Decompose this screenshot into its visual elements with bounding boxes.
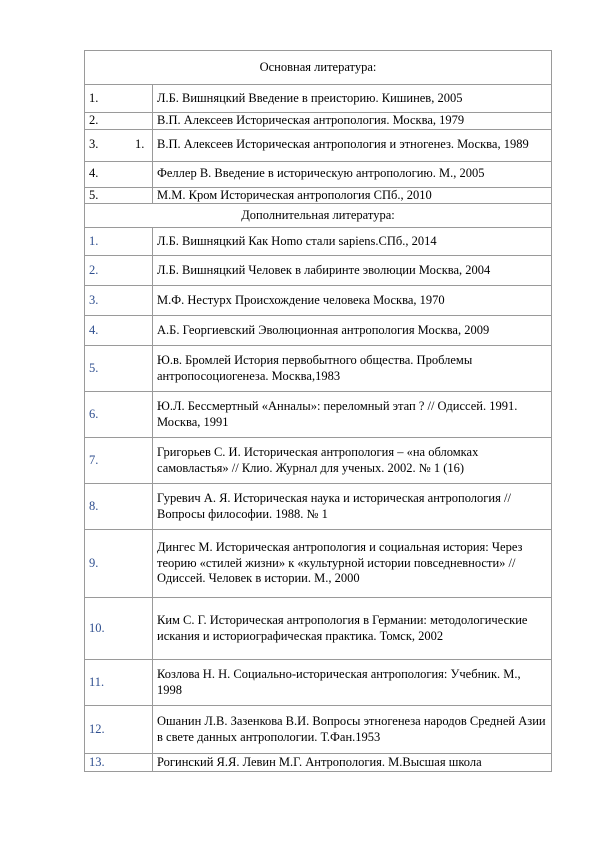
- row-number: 3.: [85, 129, 153, 161]
- table-row: [85, 187, 552, 204]
- row-number: 2.: [85, 113, 153, 130]
- table-row: [85, 660, 552, 706]
- reference-text: Козлова Н. Н. Социально-историческая антропология: Учебник. М., 1998: [153, 660, 552, 706]
- row-number: 13.: [85, 754, 153, 772]
- main-literature-header-row: [85, 51, 552, 85]
- row-number: 3.: [85, 286, 153, 316]
- row-number: 4.: [85, 316, 153, 346]
- row-number: 9.: [85, 530, 153, 598]
- table-row: [85, 228, 552, 256]
- list-marker: 1.: [135, 137, 145, 152]
- table-row: [85, 85, 552, 113]
- reference-text: В.П. Алексеев Историческая антропология. Москва, 1979: [153, 113, 552, 130]
- row-number: 11.: [85, 660, 153, 706]
- extra-literature-header-row: [85, 204, 552, 228]
- reference-text: Гуревич А. Я. Историческая наука и историческая антропология // Вопросы философии. 1988. № 1: [153, 484, 552, 530]
- reference-text: Ю.в. Бромлей История первобытного общества. Проблемы антропосоциогенеза. Москва,1983: [153, 346, 552, 392]
- table-row: [85, 286, 552, 316]
- extra-literature-header: Дополнительная литература:: [85, 204, 552, 228]
- reference-text: Ким С. Г. Историческая антропология в Германии: методологические искания и историографическая практика. Томск, 2002: [153, 598, 552, 660]
- row-number: 10.: [85, 598, 153, 660]
- reference-text: Григорьев С. И. Историческая антропология – «на обломках самовластья» // Клио. Журнал для ученых. 2002. № 1 (16): [153, 438, 552, 484]
- row-number: 12.: [85, 706, 153, 754]
- row-number: 5.: [85, 346, 153, 392]
- reference-text: В.П. Алексеев Историческая антропология и этногенез. Москва, 1989: [157, 137, 529, 152]
- literature-table: [84, 50, 552, 772]
- reference-text: Рогинский Я.Я. Левин М.Г. Антропология. М.Высшая школа: [153, 754, 552, 772]
- row-number: 1.: [85, 228, 153, 256]
- reference-text: Ю.Л. Бессмертный «Анналы»: переломный этап ? // Одиссей. 1991. Москва, 1991: [153, 392, 552, 438]
- main-literature-header: Основная литература:: [85, 51, 552, 85]
- row-number: 1.: [85, 85, 153, 113]
- table-row: [85, 392, 552, 438]
- reference-text: Л.Б. Вишняцкий Введение в преисторию. Кишинев, 2005: [153, 85, 552, 113]
- reference-cell: [135, 129, 552, 161]
- reference-text: А.Б. Георгиевский Эволюционная антропология Москва, 2009: [153, 316, 552, 346]
- table-row: [85, 706, 552, 754]
- table-row: [85, 256, 552, 286]
- reference-text: Ошанин Л.В. Зазенкова В.И. Вопросы этногенеза народов Средней Азии в свете данных антропологии. Т.Фан.1953: [153, 706, 552, 754]
- reference-text: Феллер В. Введение в историческую антропологию. М., 2005: [153, 161, 552, 187]
- row-number: 2.: [85, 256, 153, 286]
- table-row: [85, 754, 552, 772]
- table-row: [85, 598, 552, 660]
- row-number: 4.: [85, 161, 153, 187]
- row-number: 6.: [85, 392, 153, 438]
- reference-text: М.Ф. Нестурх Происхождение человека Москва, 1970: [153, 286, 552, 316]
- row-number: 8.: [85, 484, 153, 530]
- table-row: [85, 530, 552, 598]
- reference-text: Л.Б. Вишняцкий Как Homo стали sapiens.СПб., 2014: [153, 228, 552, 256]
- table-row: [85, 129, 552, 161]
- table-row: [85, 438, 552, 484]
- table-row: [85, 484, 552, 530]
- reference-text: Дингес М. Историческая антропология и социальная история: Через теорию «стилей жизни» к «культурной истории повседневности» // Одиссей. Человек в истории. М., 2000: [153, 530, 552, 598]
- row-number: 5.: [85, 187, 153, 204]
- table-row: [85, 161, 552, 187]
- reference-text: М.М. Кром Историческая антропология СПб., 2010: [153, 187, 552, 204]
- row-number: 7.: [85, 438, 153, 484]
- table-row: [85, 346, 552, 392]
- reference-text: Л.Б. Вишняцкий Человек в лабиринте эволюции Москва, 2004: [153, 256, 552, 286]
- table-row: [85, 316, 552, 346]
- table-row: [85, 113, 552, 130]
